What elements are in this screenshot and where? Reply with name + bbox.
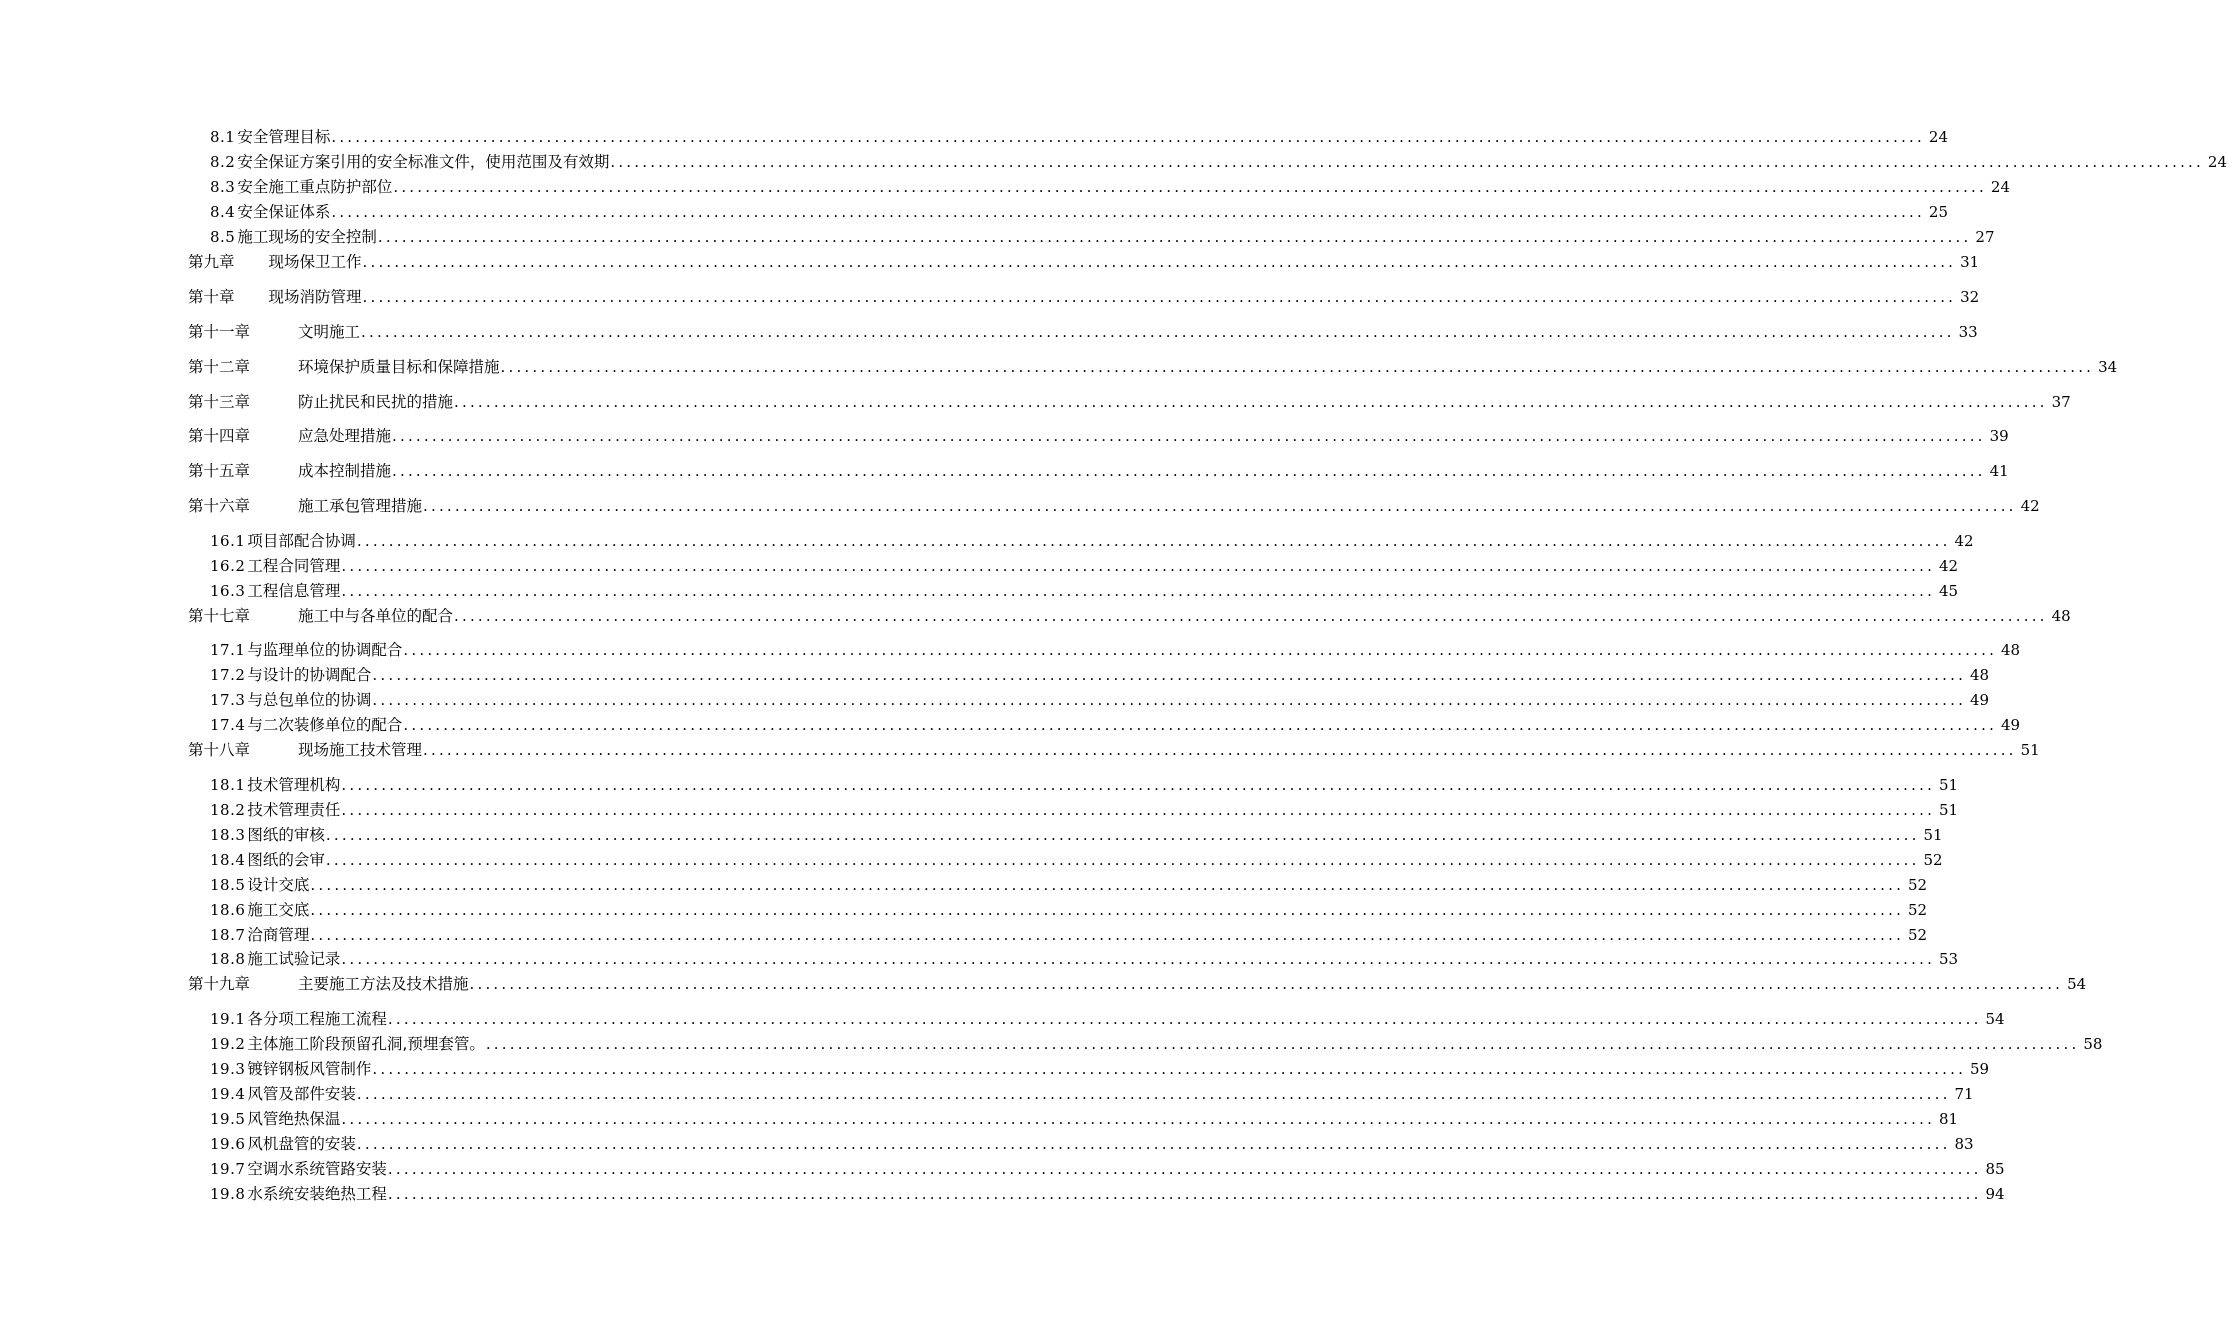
- toc-dot-leader: ........................................................................................................................................................................................................: [361, 323, 1955, 341]
- toc-entry: [210, 848, 1943, 872]
- toc-section-row[interactable]: [0, 663, 1990, 687]
- toc-page-number: 49: [1969, 691, 1990, 709]
- toc-entry-number: 19.1: [210, 1010, 246, 1028]
- toc-chapter-row[interactable]: [0, 459, 2009, 483]
- toc-entry-title: 各分项工程施工流程: [247, 1010, 387, 1028]
- toc-entry-title: 镀锌钢板风管制作: [247, 1060, 372, 1078]
- toc-page-number: 52: [1907, 901, 1928, 919]
- toc-entry-number: 18.6: [210, 901, 246, 919]
- toc-page-number: 94: [1985, 1185, 2005, 1203]
- toc-entry: [210, 175, 2010, 199]
- toc-entry-title: 工程信息管理: [247, 582, 341, 600]
- toc-dot-leader: ........................................................................................................................................................................................................: [423, 497, 2017, 515]
- toc-section-row[interactable]: [0, 923, 1928, 947]
- toc-entry-title: 应急处理措施: [298, 427, 392, 445]
- toc-entry: [188, 494, 2040, 518]
- toc-entry: [188, 355, 2118, 379]
- toc-entry: [210, 125, 1948, 149]
- toc-entry-number: 17.2: [210, 666, 246, 684]
- toc-entry: [210, 1032, 2103, 1056]
- toc-chapter-row[interactable]: [0, 355, 2118, 379]
- toc-page-number: 37: [2051, 393, 2071, 411]
- toc-dot-leader: ........................................................................................................................................................................................................: [387, 1185, 1982, 1203]
- toc-entry-title: 图纸的会审: [247, 851, 325, 869]
- toc-entry-title: 与设计的协调配合: [247, 666, 372, 684]
- toc-section-row[interactable]: [0, 200, 1948, 224]
- toc-page-number: 54: [1985, 1010, 2005, 1028]
- toc-section-row[interactable]: [0, 579, 1959, 603]
- toc-dot-leader: ........................................................................................................................................................................................................: [403, 716, 1998, 734]
- toc-dot-leader: ........................................................................................................................................................................................................: [372, 1060, 1967, 1078]
- toc-entry: [210, 713, 2021, 737]
- toc-section-row[interactable]: [0, 638, 2021, 662]
- toc-dot-leader: ........................................................................................................................................................................................................: [500, 358, 2095, 376]
- toc-entry-title: 安全保证体系: [237, 203, 331, 221]
- toc-entry-title: 技术管理机构: [247, 776, 341, 794]
- toc-entry-title: 风机盘管的安装: [247, 1135, 356, 1153]
- toc-section-row[interactable]: [0, 823, 1943, 847]
- toc-entry-number: 8.1: [210, 128, 236, 146]
- toc-section-row[interactable]: [0, 1057, 1990, 1081]
- toc-entry: [210, 225, 1995, 249]
- toc-entry: [210, 688, 1990, 712]
- toc-entry-number: 第十三章: [188, 393, 251, 411]
- toc-entry-number: 19.2: [210, 1035, 246, 1053]
- toc-dot-leader: ........................................................................................................................................................................................................: [356, 532, 1951, 550]
- toc-dot-leader: ........................................................................................................................................................................................................: [372, 691, 1967, 709]
- toc-dot-leader: ........................................................................................................................................................................................................: [310, 926, 1905, 944]
- toc-page-number: 48: [2000, 641, 2021, 659]
- toc-entry: [210, 898, 1928, 922]
- toc-page-number: 42: [1938, 557, 1959, 575]
- toc-dot-leader: ........................................................................................................................................................................................................: [362, 253, 1957, 271]
- toc-entry-title: 图纸的审核: [247, 826, 325, 844]
- toc-entry-number: 第十四章: [188, 427, 251, 445]
- toc-dot-leader: ........................................................................................................................................................................................................: [387, 1160, 1982, 1178]
- toc-entry-title: 洽商管理: [247, 926, 310, 944]
- toc-chapter-row[interactable]: [0, 424, 2009, 448]
- toc-page-number: 71: [1954, 1085, 1974, 1103]
- toc-page-number: 27: [1975, 228, 1995, 246]
- toc-entry: [188, 738, 2040, 762]
- toc-dot-leader: ........................................................................................................................................................................................................: [485, 1035, 2080, 1053]
- toc-dot-leader: ........................................................................................................................................................................................................: [403, 641, 1998, 659]
- toc-section-row[interactable]: [0, 1107, 1959, 1131]
- toc-entry-title: 施工交底: [247, 901, 310, 919]
- toc-page-number: 42: [1954, 532, 1974, 550]
- toc-page-number: 59: [1969, 1060, 1990, 1078]
- toc-page-number: 54: [2067, 975, 2087, 993]
- toc-page-number: 52: [1907, 876, 1928, 894]
- toc-page-number: 34: [2098, 358, 2118, 376]
- toc-entry: [188, 972, 2087, 996]
- toc-page-number: 39: [1989, 427, 2009, 445]
- toc-entry-title: 安全施工重点防护部位: [237, 178, 393, 196]
- toc-entry-title: 主要施工方法及技术措施: [298, 975, 469, 993]
- toc-page-number: 24: [2207, 153, 2227, 171]
- toc-entry: [188, 285, 1980, 309]
- toc-entry: [188, 604, 2071, 628]
- toc-page-number: 33: [1958, 323, 1978, 341]
- toc-entry-title: 施工承包管理措施: [298, 497, 423, 515]
- toc-dot-leader: ........................................................................................................................................................................................................: [325, 826, 1920, 844]
- toc-section-row[interactable]: [0, 1032, 2103, 1056]
- toc-section-row[interactable]: [0, 798, 1959, 822]
- toc-entry-number: 第十九章: [188, 975, 251, 993]
- toc-page-number: 52: [1923, 851, 1943, 869]
- toc-section-row[interactable]: [0, 773, 1959, 797]
- toc-chapter-row[interactable]: [0, 285, 1980, 309]
- toc-entry-number: 16.2: [210, 557, 246, 575]
- toc-page-number: 25: [1928, 203, 1948, 221]
- toc-page-number: 24: [1990, 178, 2010, 196]
- toc-section-row[interactable]: [0, 898, 1928, 922]
- toc-entry-title: 风管及部件安装: [247, 1085, 356, 1103]
- toc-dot-leader: ........................................................................................................................................................................................................: [310, 901, 1905, 919]
- toc-entry-number: 16.1: [210, 532, 246, 550]
- toc-entry-number: 18.3: [210, 826, 246, 844]
- toc-section-row[interactable]: [0, 947, 1959, 971]
- toc-entry-title: 设计交底: [247, 876, 310, 894]
- toc-page-number: 51: [1938, 776, 1959, 794]
- toc-entry: [188, 320, 1978, 344]
- toc-page-number: 81: [1938, 1110, 1959, 1128]
- toc-entry-number: 8.5: [210, 228, 236, 246]
- toc-entry-title: 项目部配合协调: [247, 532, 356, 550]
- toc-entry: [188, 390, 2071, 414]
- toc-entry-title: 成本控制措施: [298, 462, 392, 480]
- toc-entry-number: 第十章: [188, 288, 235, 306]
- toc-page-number: 53: [1938, 950, 1959, 968]
- toc-entry: [210, 1157, 2005, 1181]
- toc-page-number: 45: [1938, 582, 1959, 600]
- toc-entry: [210, 663, 1990, 687]
- toc-entry-number: 16.3: [210, 582, 246, 600]
- toc-page-number: 31: [1960, 253, 1980, 271]
- toc-dot-leader: ........................................................................................................................................................................................................: [341, 557, 1936, 575]
- toc-entry: [210, 529, 1974, 553]
- toc-entry: [210, 200, 1948, 224]
- toc-page-number: 49: [2000, 716, 2021, 734]
- toc-page-number: 42: [2020, 497, 2040, 515]
- toc-entry: [210, 947, 1959, 971]
- toc-dot-leader: ........................................................................................................................................................................................................: [423, 741, 2017, 759]
- toc-dot-leader: ........................................................................................................................................................................................................: [469, 975, 2064, 993]
- toc-chapter-row[interactable]: [0, 390, 2071, 414]
- toc-entry-title: 现场保卫工作: [268, 253, 362, 271]
- toc-entry: [210, 1007, 2005, 1031]
- toc-entry: [210, 923, 1928, 947]
- toc-entry-title: 文明施工: [298, 323, 361, 341]
- toc-entry-title: 防止扰民和民扰的措施: [298, 393, 454, 411]
- toc-entry: [210, 638, 2021, 662]
- toc-entry: [210, 579, 1959, 603]
- toc-section-row[interactable]: [0, 1007, 2005, 1031]
- toc-entry-number: 19.3: [210, 1060, 246, 1078]
- toc-entry: [210, 554, 1959, 578]
- toc-entry-title: 现场消防管理: [268, 288, 362, 306]
- toc-chapter-row[interactable]: [0, 494, 2040, 518]
- toc-section-row[interactable]: [0, 1157, 2005, 1181]
- toc-entry-title: 施工中与各单位的配合: [298, 607, 454, 625]
- toc-entry-title: 安全保证方案引用的安全标准文件，使用范围及有效期: [237, 153, 610, 171]
- toc-entry-title: 风管绝热保温: [247, 1110, 341, 1128]
- toc-entry: [188, 424, 2009, 448]
- toc-chapter-row[interactable]: [0, 972, 2087, 996]
- toc-entry-title: 施工现场的安全控制: [237, 228, 377, 246]
- toc-section-row[interactable]: [0, 1132, 1974, 1156]
- toc-entry-title: 现场施工技术管理: [298, 741, 423, 759]
- toc-entry-number: 第十二章: [188, 358, 251, 376]
- toc-page-number: 52: [1907, 926, 1928, 944]
- toc-entry-title: 空调水系统管路安装: [247, 1160, 387, 1178]
- toc-entry-title: 与二次装修单位的配合: [247, 716, 403, 734]
- toc-entry-number: 17.1: [210, 641, 246, 659]
- toc-entry-number: 18.7: [210, 926, 246, 944]
- toc-dot-leader: ........................................................................................................................................................................................................: [392, 462, 1986, 480]
- toc-entry-number: 17.3: [210, 691, 246, 709]
- toc-page-number: 48: [1969, 666, 1990, 684]
- toc-page-number: 51: [2020, 741, 2040, 759]
- toc-entry-number: 18.1: [210, 776, 246, 794]
- toc-entry: [210, 1132, 1974, 1156]
- toc-entry-title: 技术管理责任: [247, 801, 341, 819]
- toc-entry-number: 8.4: [210, 203, 236, 221]
- toc-section-row[interactable]: [0, 848, 1943, 872]
- toc-entry-number: 19.4: [210, 1085, 246, 1103]
- toc-chapter-row[interactable]: [0, 320, 1978, 344]
- toc-entry-number: 19.5: [210, 1110, 246, 1128]
- toc-entry: [210, 873, 1928, 897]
- toc-entry: [210, 1107, 1959, 1131]
- toc-section-row[interactable]: [0, 175, 2010, 199]
- toc-section-row[interactable]: [0, 150, 2227, 174]
- toc-dot-leader: ........................................................................................................................................................................................................: [610, 153, 2204, 171]
- toc-entry-title: 水系统安装绝热工程: [247, 1185, 387, 1203]
- toc-entry-title: 环境保护质量目标和保障措施: [298, 358, 500, 376]
- toc-section-row[interactable]: [0, 225, 1995, 249]
- toc-entry: [210, 823, 1943, 847]
- toc-entry: [188, 459, 2009, 483]
- toc-entry-number: 18.5: [210, 876, 246, 894]
- toc-page-number: 85: [1985, 1160, 2005, 1178]
- toc-entry-number: 18.8: [210, 950, 246, 968]
- toc-dot-leader: ........................................................................................................................................................................................................: [387, 1010, 1982, 1028]
- toc-dot-leader: ........................................................................................................................................................................................................: [310, 876, 1905, 894]
- toc-page-number: 32: [1960, 288, 1980, 306]
- toc-chapter-row[interactable]: [0, 738, 2040, 762]
- toc-entry-number: 19.8: [210, 1185, 246, 1203]
- toc-dot-leader: ........................................................................................................................................................................................................: [341, 950, 1936, 968]
- toc-entry: [210, 1082, 1974, 1106]
- toc-section-row[interactable]: [0, 125, 1948, 149]
- toc-entry-number: 18.4: [210, 851, 246, 869]
- toc-page-number: 83: [1954, 1135, 1974, 1153]
- toc-entry-title: 与监理单位的协调配合: [247, 641, 403, 659]
- toc-entry-number: 第九章: [188, 253, 235, 271]
- toc-page-number: 41: [1989, 462, 2009, 480]
- toc-dot-leader: ........................................................................................................................................................................................................: [356, 1135, 1951, 1153]
- toc-entry-number: 18.2: [210, 801, 246, 819]
- toc-dot-leader: ........................................................................................................................................................................................................: [393, 178, 1987, 196]
- toc-dot-leader: ........................................................................................................................................................................................................: [356, 1085, 1951, 1103]
- toc-entry-title: 主体施工阶段预留孔洞,预埋套管。: [247, 1035, 485, 1053]
- toc-page-number: 24: [1928, 128, 1948, 146]
- toc-entry-title: 施工试验记录: [247, 950, 341, 968]
- toc-dot-leader: ........................................................................................................................................................................................................: [331, 128, 1925, 146]
- toc-entry: [210, 1057, 1990, 1081]
- toc-entry-number: 第十一章: [188, 323, 251, 341]
- toc-dot-leader: ........................................................................................................................................................................................................: [341, 776, 1936, 794]
- toc-section-row[interactable]: [0, 873, 1928, 897]
- toc-dot-leader: ........................................................................................................................................................................................................: [362, 288, 1957, 306]
- toc-entry: [210, 1182, 2005, 1206]
- toc-page-number: 51: [1923, 826, 1943, 844]
- toc-section-row[interactable]: [0, 1182, 2005, 1206]
- toc-entry-number: 8.2: [210, 153, 236, 171]
- toc-page-number: 58: [2083, 1035, 2103, 1053]
- toc-entry-number: 第十七章: [188, 607, 251, 625]
- toc-dot-leader: ........................................................................................................................................................................................................: [372, 666, 1967, 684]
- toc-entry: [210, 150, 2227, 174]
- toc-entry-number: 第十八章: [188, 741, 251, 759]
- toc-chapter-row[interactable]: [0, 604, 2071, 628]
- toc-dot-leader: ........................................................................................................................................................................................................: [341, 801, 1936, 819]
- toc-dot-leader: ........................................................................................................................................................................................................: [454, 393, 2048, 411]
- toc-entry-number: 19.6: [210, 1135, 246, 1153]
- toc-entry-number: 19.7: [210, 1160, 246, 1178]
- toc-entry-title: 与总包单位的协调: [247, 691, 372, 709]
- toc-page-number: 51: [1938, 801, 1959, 819]
- toc-entry: [188, 250, 1980, 274]
- toc-dot-leader: ........................................................................................................................................................................................................: [341, 582, 1936, 600]
- toc-dot-leader: ........................................................................................................................................................................................................: [331, 203, 1925, 221]
- toc-section-row[interactable]: [0, 1082, 1974, 1106]
- toc-section-row[interactable]: [0, 688, 1990, 712]
- toc-dot-leader: ........................................................................................................................................................................................................: [341, 1110, 1936, 1128]
- toc-dot-leader: ........................................................................................................................................................................................................: [325, 851, 1920, 869]
- toc-dot-leader: ........................................................................................................................................................................................................: [392, 427, 1986, 445]
- toc-chapter-row[interactable]: [0, 250, 1980, 274]
- toc-dot-leader: ........................................................................................................................................................................................................: [454, 607, 2048, 625]
- toc-entry-number: 17.4: [210, 716, 246, 734]
- toc-entry: [210, 773, 1959, 797]
- toc-entry-title: 工程合同管理: [247, 557, 341, 575]
- toc-entry-number: 8.3: [210, 178, 236, 196]
- toc-entry: [210, 798, 1959, 822]
- toc-entry-number: 第十五章: [188, 462, 251, 480]
- toc-section-row[interactable]: [0, 529, 1974, 553]
- toc-page-number: 48: [2051, 607, 2071, 625]
- toc-section-row[interactable]: [0, 554, 1959, 578]
- toc-dot-leader: ........................................................................................................................................................................................................: [377, 228, 1972, 246]
- toc-section-row[interactable]: [0, 713, 2021, 737]
- toc-entry-title: 安全管理目标: [237, 128, 331, 146]
- toc-entry-number: 第十六章: [188, 497, 251, 515]
